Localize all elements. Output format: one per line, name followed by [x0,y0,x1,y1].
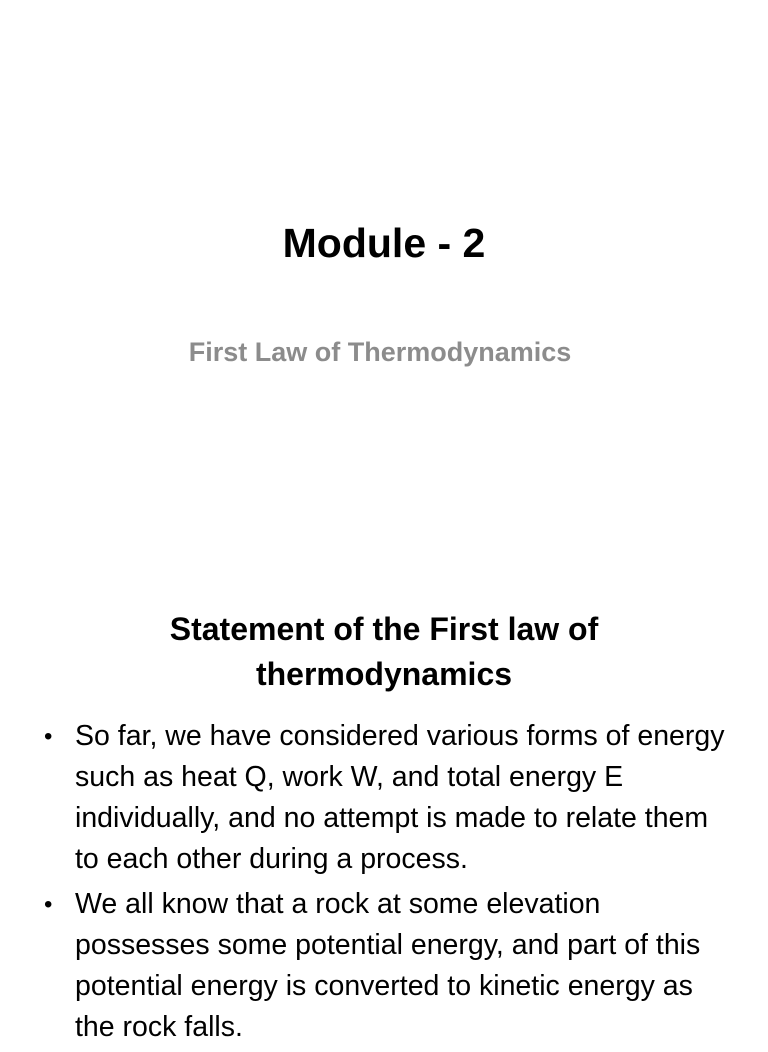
bullet-list [40,716,730,1052]
bullet-text: We all know that a rock at some elevation possesses some potential energy, and part of this potential energy is converted to kinetic energy as the rock falls. [75,888,701,1043]
bullet-item [40,716,730,880]
section-heading: Statement of the First law of thermodynamics [169,611,599,692]
bullet-item [40,884,730,1048]
bullet-dot-icon: • [44,891,53,918]
bullet-dot-icon: • [44,723,53,750]
slide-title: Module - 2 [282,220,486,266]
bullet-text: So far, we have considered various forms of energy such as heat Q, work W, and total energy E individually, and no attempt is made to relate them to each other during a process. [75,720,725,875]
slide-subtitle: First Law of Thermodynamics [188,337,572,367]
